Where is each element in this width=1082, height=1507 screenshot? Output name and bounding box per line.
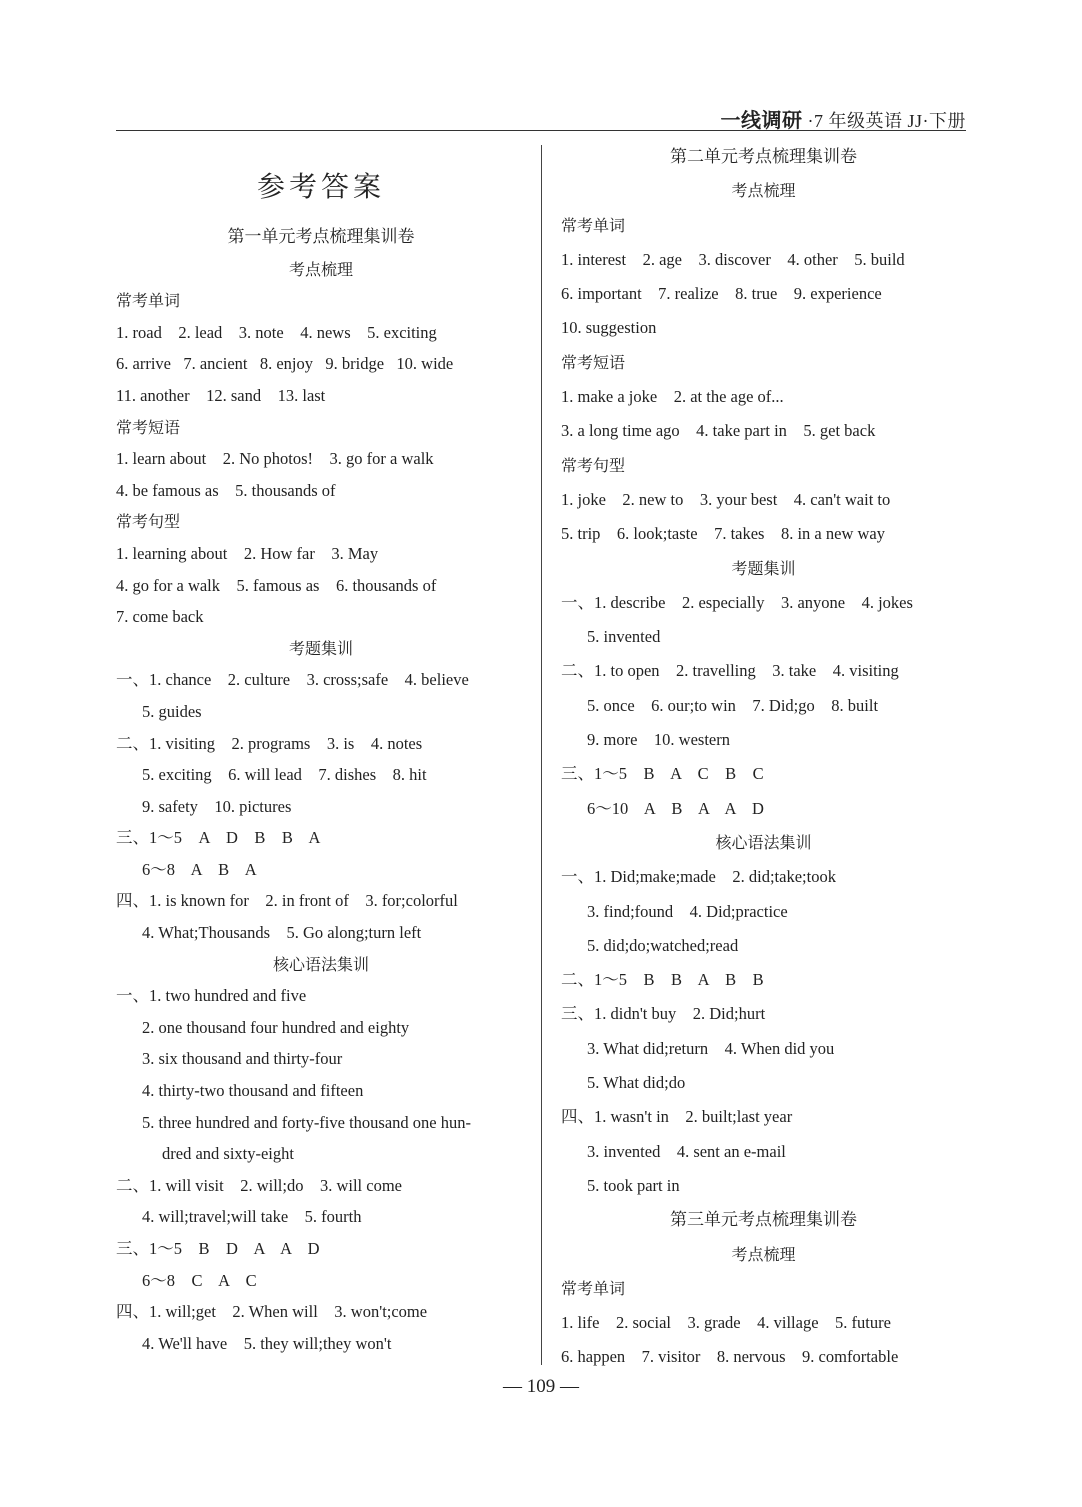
answer-line: 二、1～5 B B A B B [561,970,764,990]
answer-line: 1. interest 2. age 3. discover 4. other 5. build [561,249,905,269]
answer-line: 9. safety 10. pictures [142,796,292,816]
answer-line: 9. more 10. western [587,730,730,750]
answer-line: 6. happen 7. visitor 8. nervous 9. comfortable [561,1347,899,1367]
column-divider [541,145,542,1365]
unit1-words-title: 常考单词 [116,291,181,311]
answer-line: 6～10 A B A A D [587,798,764,818]
unit1-kt-title: 考题集训 [288,638,353,658]
answer-line: 一、1. Did;make;made 2. did;take;took [561,867,836,887]
answer-line: 3. find;found 4. Did;practice [587,901,788,921]
answer-line: 10. suggestion [561,318,657,338]
unit1-title: 第一单元考点梳理集训卷 [227,227,415,247]
unit2-gram-title: 核心语法集训 [715,832,812,852]
unit1-gram-title: 核心语法集训 [272,954,369,974]
unit2-title: 第二单元考点梳理集训卷 [670,147,857,167]
answer-line: 4. thirty-two thousand and fifteen [142,1081,364,1101]
answer-line: 1. life 2. social 3. grade 4. village 5. future [561,1313,891,1333]
answer-line: 3. six thousand and thirty-four [142,1049,343,1069]
answer-line: 5. What did;do [587,1073,686,1093]
answer-line: 4. will;travel;will take 5. fourth [142,1207,362,1227]
answer-line: 1. learning about 2. How far 3. May [116,543,379,563]
answer-line: 5. took part in [587,1175,680,1195]
answer-line: 5. once 6. our;to win 7. Did;go 8. built [587,695,879,715]
answer-line: 二、1. visiting 2. programs 3. is 4. notes [116,733,423,753]
header-subtitle: ·7 年级英语 JJ·下册 [807,111,966,131]
page-number: — 109 — [503,1376,579,1397]
answer-line: 1. joke 2. new to 3. your best 4. can't wait to [561,489,891,509]
unit1-kd-title: 考点梳理 [288,259,353,279]
answer-line: 二、1. to open 2. travelling 3. take 4. visiting [561,661,899,681]
answer-line: 四、1. will;get 2. When will 3. won't;come [116,1302,428,1322]
answer-line: 5. three hundred and forty-five thousand one hun- [142,1112,471,1132]
answer-line: 三、1～5 A D B B A [116,828,321,848]
answer-line: 3. What did;return 4. When did you [587,1038,835,1058]
answer-line: 三、1. didn't buy 2. Did;hurt [561,1004,766,1024]
answer-line: 6～8 A B A [142,859,257,879]
unit3-kd-title: 考点梳理 [731,1244,796,1264]
answer-line: 二、1. will visit 2. will;do 3. will come [116,1175,402,1195]
running-header [721,104,967,133]
answer-line: 5. invented [587,627,661,647]
answer-line: 6. important 7. realize 8. true 9. experience [561,284,882,304]
answer-line: 三、1～5 B A C B C [561,764,764,784]
answer-line: 一、1. chance 2. culture 3. cross;safe 4. believe [116,670,469,690]
answer-line: 1. road 2. lead 3. note 4. news 5. exciting [116,322,437,342]
page-title: 参考答案 [256,170,385,203]
answer-line: 4. We'll have 5. they will;they won't [142,1333,392,1353]
unit1-sentences-title: 常考句型 [116,512,181,532]
unit1-phrases-title: 常考短语 [116,417,181,437]
unit2-phrases-title: 常考短语 [561,352,626,372]
unit2-words-title: 常考单词 [561,215,626,235]
answer-line: 一、1. two hundred and five [116,986,307,1006]
answer-line: 4. What;Thousands 5. Go along;turn left [142,923,422,943]
answer-line: 11. another 12. sand 13. last [116,385,326,405]
answer-line: dred and sixty-eight [162,1144,294,1164]
answer-line: 6. arrive 7. ancient 8. enjoy 9. bridge 10. wide [116,354,454,374]
answer-line: 一、1. describe 2. especially 3. anyone 4. jokes [561,592,913,612]
answer-line: 1. learn about 2. No photos! 3. go for a walk [116,449,434,469]
answer-line: 5. guides [142,701,202,721]
answer-line: 2. one thousand four hundred and eighty [142,1017,410,1037]
answer-line: 6～8 C A C [142,1270,257,1290]
right-column [561,140,966,1375]
answer-line: 4. go for a walk 5. famous as 6. thousands of [116,575,437,595]
answer-line: 3. a long time ago 4. take part in 5. get back [561,421,876,441]
unit2-sentences-title: 常考句型 [561,455,626,475]
header-brand: 一线调研 [720,110,803,132]
unit2-kt-title: 考题集训 [731,558,796,578]
answer-line: 5. trip 6. look;taste 7. takes 8. in a new way [561,524,885,544]
answer-line: 四、1. wasn't in 2. built;last year [561,1107,793,1127]
unit3-words-title: 常考单词 [561,1278,626,1298]
header-rule [116,130,966,131]
answer-line: 5. did;do;watched;read [587,935,739,955]
answer-line: 4. be famous as 5. thousands of [116,480,336,500]
answer-line: 四、1. is known for 2. in front of 3. for;colorful [116,891,458,911]
unit3-title: 第三单元考点梳理集训卷 [670,1210,857,1231]
unit2-kd-title: 考点梳理 [731,181,796,201]
answer-line: 3. invented 4. sent an e-mail [587,1141,786,1161]
left-column [116,140,526,1359]
answer-line: 三、1～5 B D A A D [116,1239,320,1258]
answer-line: 5. exciting 6. will lead 7. dishes 8. hit [142,765,427,785]
answer-line: 1. make a joke 2. at the age of... [561,387,784,407]
answer-line: 7. come back [116,607,204,627]
